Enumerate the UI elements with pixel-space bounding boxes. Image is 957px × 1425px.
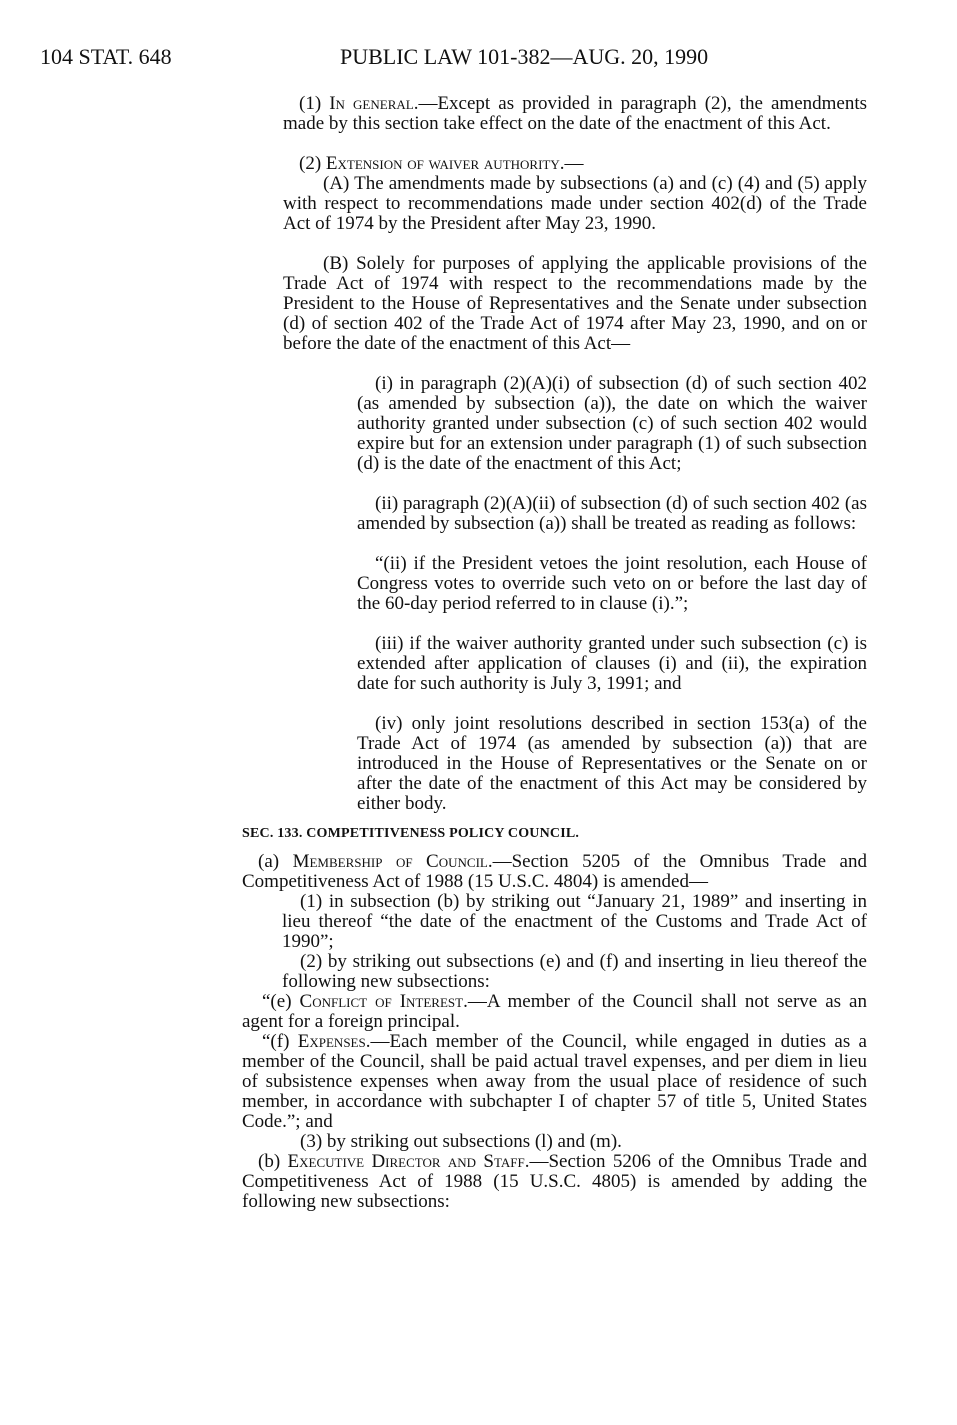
section-heading: SEC. 133. COMPETITIVENESS POLICY COUNCIL. <box>242 826 580 841</box>
clause-iii: (iii) if the waiver authority granted under such subsection (c) is extended after application of clauses (i) and (ii), the expiration date for such authority is July 3, 1991; and <box>357 633 867 694</box>
paragraph-number: “(f) <box>262 1031 298 1052</box>
public-law-header: PUBLIC LAW 101-382—AUG. 20, 1990 <box>340 44 709 69</box>
paragraph-2-extension <box>283 154 867 174</box>
paragraph-text: —Except as provided in paragraph (2), the amendments made by this section take effect on the date of the enactment of this Act. <box>283 93 868 134</box>
paragraph-heading: Expenses. <box>297 1031 371 1052</box>
new-subsection-f <box>242 1032 867 1132</box>
subparagraph-a: (A) The amendments made by subsections (a) and (c) (4) and (5) apply with respect to recommendations made under section 402(d) of the Trade Act of 1974 by the President after May 23, 1990. <box>283 173 867 234</box>
stat-citation: 104 STAT. 648 <box>40 44 172 69</box>
amendment-2: (2) by striking out subsections (e) and (f) and inserting in lieu thereof the following new subsections: <box>282 951 867 992</box>
paragraph-number: (a) <box>258 851 293 872</box>
subsection-b <box>242 1152 867 1212</box>
paragraph-heading: Membership of Council. <box>292 851 493 872</box>
clause-ii: (ii) paragraph (2)(A)(ii) of subsection (d) of such section 402 (as amended by subsection (a)) shall be treated as reading as follows: <box>357 493 867 534</box>
running-head <box>40 44 920 74</box>
new-subsection-e <box>242 992 867 1032</box>
paragraph-heading: In general. <box>329 93 419 114</box>
clause-i: (i) in paragraph (2)(A)(i) of subsection (d) of such section 402 (as amended by subsection (a)), the date on which the waiver authority granted under subsection (c) of such section 402 would expire but for an extension under paragraph (1) of such subsection (d) is the date of the enactment of this Act; <box>357 373 867 474</box>
amendment-1: (1) in subsection (b) by striking out “January 21, 1989” and inserting in lieu thereof “the date of the enactment of the Customs and Trade Act of 1990”; <box>282 891 867 952</box>
clause-ii-quoted-text: “(ii) if the President vetoes the joint resolution, each House of Congress votes to override such veto on or before the last day of the 60-day period referred to in clause (i).”; <box>357 553 867 614</box>
paragraph-text: —A member of the Council shall not serve as an agent for a foreign principal. <box>242 991 867 1032</box>
paragraph-text: — <box>564 153 584 174</box>
paragraph-1-in-general <box>283 94 867 134</box>
paragraph-heading: Extension of waiver authority. <box>325 153 565 174</box>
subparagraph-b: (B) Solely for purposes of applying the applicable provisions of the Trade Act of 1974 with respect to the recommendations made by the President to the House of Representatives and the Senate under subsection (d) of section 402 of the Trade Act of 1974 after May 23, 1990, and on or before the date of the enactment of this Act— <box>283 253 867 354</box>
paragraph-text: —Each member of the Council, while engaged in duties as a member of the Council, shall be paid actual travel expenses, and per diem in lieu of subsistence expenses when away from the usual place of residence of such member, in accordance with subchapter I of chapter 57 of title 5, United States Code.”; and <box>242 1031 867 1132</box>
paragraph-number: (b) <box>258 1151 288 1172</box>
clause-iv: (iv) only joint resolutions described in section 153(a) of the Trade Act of 1974 (as amended by subsection (a)) that are introduced in the House of Representatives or the Senate on or after the date of the enactment of this Act may be considered by either body. <box>357 713 867 814</box>
paragraph-text: —Section 5205 of the Omnibus Trade and Competitiveness Act of 1988 (15 U.S.C. 4804) is amended— <box>242 851 867 892</box>
paragraph-number: (1) <box>299 93 330 114</box>
subsection-a <box>242 852 867 892</box>
paragraph-heading: Conflict of Interest. <box>299 991 468 1012</box>
amendment-3: (3) by striking out subsections (l) and (m). <box>300 1131 622 1152</box>
paragraph-heading: Executive Director and Staff. <box>287 1151 530 1172</box>
paragraph-text: —Section 5206 of the Omnibus Trade and Competitiveness Act of 1988 (15 U.S.C. 4805) is amended by adding the following new subsections: <box>242 1151 867 1212</box>
paragraph-number: “(e) <box>262 991 300 1012</box>
paragraph-number: (2) <box>299 153 326 174</box>
